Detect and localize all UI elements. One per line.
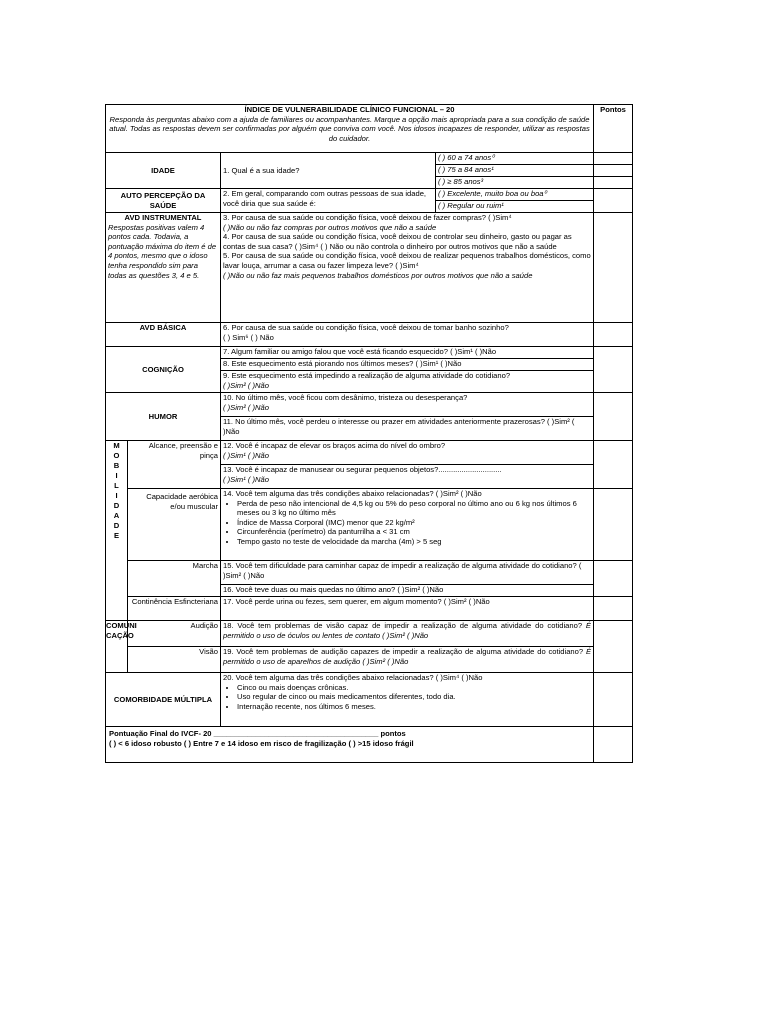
final-classification[interactable]: ( ) < 6 idoso robusto ( ) Entre 7 e 14 idoso em risco de fragilização ( ) >15 idoso frágil: [109, 738, 414, 748]
points-cell[interactable]: [594, 561, 633, 597]
ivcf-table: [105, 104, 633, 763]
question-15[interactable]: 15. Você tem dificuldade para caminhar capaz de impedir a realização de alguma atividade do cotidiano? ( )Sim² ( )Não: [221, 561, 594, 585]
comunicacao-label: COMUNI CAÇÃO: [106, 621, 128, 673]
question-12-cell: [221, 441, 594, 465]
avd-basica-label: AVD BÁSICA: [106, 323, 221, 347]
question-17[interactable]: 17. Você perde urina ou fezes, sem querer, em algum momento? ( )Sim² ( )Não: [221, 597, 594, 621]
mobilidade-letter: M: [113, 441, 120, 450]
mobilidade-letter: E: [113, 531, 120, 540]
points-cell[interactable]: [594, 323, 633, 347]
form-title: ÍNDICE DE VULNERABILIDADE CLÍNICO FUNCIONAL – 20: [244, 105, 455, 114]
question-1: 1. Qual é a sua idade?: [221, 153, 436, 189]
question-14-list: [223, 499, 591, 547]
visao-label: Visão: [128, 647, 221, 673]
points-cell[interactable]: [594, 597, 633, 621]
question-19-cell: [221, 647, 594, 673]
question-9-options[interactable]: ( )Sim² ( )Não: [223, 380, 269, 390]
list-item: • Cinco ou mais doenças crônicas.: [237, 683, 591, 693]
question-10[interactable]: 10. No último mês, você ficou com desânimo, tristeza ou desesperança?: [223, 393, 468, 402]
question-9-cell: [221, 371, 594, 393]
question-12[interactable]: 12. Você é incapaz de elevar os braços acima do nível do ombro?: [223, 441, 446, 450]
question-20[interactable]: 20. Você tem alguma das três condições abaixo relacionadas? ( )Sim⁴ ( )Não: [223, 673, 483, 682]
cognicao-label: COGNIÇÃO: [106, 347, 221, 393]
points-cell[interactable]: [594, 621, 633, 673]
comorbidade-label: COMORBIDADE MÚLTIPLA: [106, 673, 221, 727]
final-score-line[interactable]: Pontuação Final do IVCF- 20 _______________________________________ pontos: [109, 729, 406, 738]
question-5-no[interactable]: ( )Não ou não faz mais pequenos trabalhos domésticos por outros motivos que não a saúde: [223, 270, 533, 280]
question-3-no[interactable]: ( )Não ou não faz compras por outros motivos que não a saúde: [223, 222, 437, 232]
alcance-label: Alcance, preensão e pinça: [128, 441, 221, 489]
question-13[interactable]: 13. Você é incapaz de manusear ou segurar pequenos objetos?..............................: [223, 465, 502, 474]
autopercepcao-option-1[interactable]: ( ) Excelente, muito boa ou boa⁰: [436, 189, 594, 201]
idade-option-2[interactable]: ( ) 75 a 84 anos¹: [436, 165, 594, 177]
continencia-label: Continência Esfincteriana: [128, 597, 221, 621]
mobilidade-letter: B: [113, 461, 120, 470]
question-18-note: É permitido o uso de óculos ou lentes de contato: [223, 621, 591, 640]
mobilidade-letters: [108, 441, 125, 541]
mobilidade-letter: D: [113, 501, 120, 510]
mobilidade-vertical-label: [106, 441, 128, 621]
mobilidade-letter: A: [113, 511, 120, 520]
points-cell[interactable]: [594, 489, 633, 561]
question-3[interactable]: 3. Por causa de sua saúde ou condição física, você deixou de fazer compras? ( )Sim⁴: [223, 213, 512, 222]
question-13-options[interactable]: ( )Sim¹ ( )Não: [223, 474, 269, 484]
avd-instrumental-cell: [106, 213, 221, 323]
humor-label: HUMOR: [106, 393, 221, 441]
audicao-label: Audição: [128, 621, 221, 647]
question-6-options[interactable]: ( ) Sim⁶ ( ) Não: [223, 332, 274, 342]
list-item: • Circunferência (perímetro) da panturrilha a < 31 cm: [237, 527, 591, 537]
points-header: Pontos: [594, 105, 633, 153]
question-5[interactable]: 5. Por causa de sua saúde ou condição física, você deixou de realizar pequenos trabalhos domésticos, como lavar louça, arrumar a casa ou fazer limpeza leve? ( )Sim⁴: [223, 251, 591, 270]
mobilidade-letter: I: [115, 491, 118, 500]
question-19-options[interactable]: ( )Sim² ( )Não: [362, 656, 409, 666]
points-cell[interactable]: [594, 165, 633, 177]
mobilidade-letter: L: [114, 481, 119, 490]
list-item: • Índice de Massa Corporal (IMC) menor que 22 kg/m²: [237, 518, 591, 528]
question-10-options[interactable]: ( )Sim² ( )Não: [223, 402, 269, 412]
points-cell[interactable]: [594, 153, 633, 165]
ivcf-document: [105, 104, 632, 763]
avd-instrumental-label: AVD INSTRUMENTAL: [124, 213, 202, 222]
question-19[interactable]: 19. Você tem problemas de audição capazes de impedir a realização de alguma atividade do cotidiano?: [223, 647, 584, 656]
question-14-cell: [221, 489, 594, 561]
capacidade-label: Capacidade aeróbica e/ou muscular: [128, 489, 221, 561]
list-item: • Tempo gasto no teste de velocidade da marcha (4m) > 5 seg: [237, 537, 591, 547]
points-cell[interactable]: [594, 177, 633, 189]
question-11[interactable]: 11. No último mês, você perdeu o interesse ou prazer em atividades anteriormente prazerosas? ( )Sim² ( )Não: [221, 417, 594, 441]
question-9[interactable]: 9. Este esquecimento está impedindo a realização de alguma atividade do cotidiano?: [223, 371, 511, 380]
question-12-options[interactable]: ( )Sim¹ ( )Não: [223, 450, 269, 460]
mobilidade-letter: I: [115, 471, 118, 480]
question-16[interactable]: 16. Você teve duas ou mais quedas no último ano? ( )Sim² ( )Não: [221, 585, 594, 597]
question-19-note: É permitido o uso de aparelhos de audição: [223, 647, 592, 666]
question-10-cell: [221, 393, 594, 417]
question-18[interactable]: 18. Você tem problemas de visão capaz de impedir a realização de alguma atividade do cotidiano?: [223, 621, 583, 630]
list-item: • Perda de peso não intencional de 4,5 kg ou 5% do peso corporal no último ano ou 6 kg nos últimos 6 meses ou 3 kg no último mês: [237, 499, 591, 518]
question-4[interactable]: 4. Por causa de sua saúde ou condição física, você deixou de controlar seu dinheiro, gasto ou pagar as contas de sua casa? ( )Sim⁴ ( ) Não ou não controla o dinheiro por outros motivos que não a saúde: [223, 232, 572, 251]
question-20-cell: [221, 673, 594, 727]
avd-instrumental-note: Respostas positivas valem 4 pontos cada. Todavia, a pontuação máxima do item é de 4 pontos, mesmo que o idoso tenha respondido sim para todas as questões 3, 4 e 5.: [108, 222, 217, 280]
points-cell[interactable]: [594, 189, 633, 213]
list-item: • Uso regular de cinco ou mais medicamentos diferentes, todo dia.: [237, 692, 591, 702]
question-7[interactable]: 7. Algum familiar ou amigo falou que você está ficando esquecido? ( )Sim¹ ( )Não: [221, 347, 594, 359]
autopercepcao-label: AUTO PERCEPÇÃO DA SAÚDE: [106, 189, 221, 213]
question-14[interactable]: 14. Você tem alguma das três condições abaixo relacionadas? ( )Sim² ( )Não: [223, 489, 482, 498]
question-20-list: [223, 683, 591, 712]
points-cell[interactable]: [594, 393, 633, 441]
points-cell[interactable]: [594, 347, 633, 393]
final-score-cell: [106, 727, 594, 763]
list-item: • Internação recente, nos últimos 6 meses.: [237, 702, 591, 712]
points-cell[interactable]: [594, 213, 633, 323]
form-instructions: Responda às perguntas abaixo com a ajuda de familiares ou acompanhantes. Marque a opção mais apropriada para a sua condição de saúde atual. Todas as respostas devem ser confirmadas por alguém que conviva com você. Nos idosos incapazes de responder, utilizar as respostas do cuidador.: [109, 114, 590, 143]
points-cell[interactable]: [594, 441, 633, 489]
mobilidade-letter: O: [113, 451, 120, 460]
idade-label: IDADE: [106, 153, 221, 189]
question-6[interactable]: 6. Por causa de sua saúde ou condição física, você deixou de tomar banho sozinho?: [223, 323, 509, 332]
marcha-label: Marcha: [128, 561, 221, 597]
idade-option-1[interactable]: ( ) 60 a 74 anos⁰: [436, 153, 594, 165]
question-13-cell: [221, 465, 594, 489]
mobilidade-letter: D: [113, 521, 120, 530]
question-8[interactable]: 8. Este esquecimento está piorando nos últimos meses? ( )Sim¹ ( )Não: [221, 359, 594, 371]
question-18-options[interactable]: ( )Sim² ( )Não: [382, 630, 429, 640]
avd-basica-question: [221, 323, 594, 347]
points-cell[interactable]: [594, 727, 633, 763]
avd-instrumental-questions: [221, 213, 594, 323]
header-cell: [106, 105, 594, 153]
question-2: 2. Em geral, comparando com outras pessoas de sua idade, você diria que sua saúde é:: [221, 189, 436, 213]
points-cell[interactable]: [594, 673, 633, 727]
question-18-cell: [221, 621, 594, 647]
autopercepcao-option-2[interactable]: ( ) Regular ou ruim¹: [436, 201, 594, 213]
idade-option-3[interactable]: ( ) ≥ 85 anos³: [436, 177, 594, 189]
